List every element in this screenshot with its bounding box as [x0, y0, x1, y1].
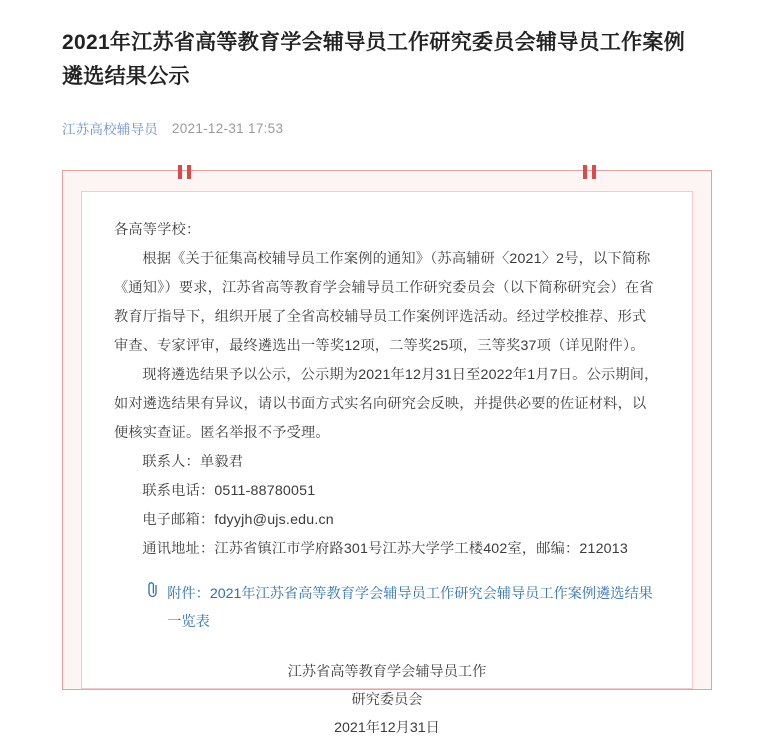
- contact-person: 联系人：单毅君: [142, 454, 244, 470]
- notice-paragraph-1: 根据《关于征集高校辅导员工作案例的通知》（苏高辅研〈2021〉2号，以下简称《通知》）要求，江苏省高等教育学会辅导员工作研究委员会（以下简称研究会）在省教育厅指导下，组织开展了全省高校辅导员工作案例评选活动。经过学校推荐、形式审查、专家评审，最终遴选出一等奖12项，二等奖25项，三等奖37项（详见附件）。: [114, 251, 654, 354]
- contact-address: 通讯地址：江苏省镇江市学府路301号江苏大学学工楼402室，邮编：212013: [142, 541, 628, 557]
- attachment-text[interactable]: [167, 580, 660, 636]
- notice-frame: [62, 170, 712, 736]
- article-meta: [62, 118, 712, 138]
- contact-email: 电子邮箱：fdyyjh@ujs.edu.cn: [142, 512, 334, 528]
- signature-org-line-1: 江苏省高等教育学会辅导员工作: [287, 664, 487, 680]
- signature-org-line-2: 研究委员会: [351, 692, 423, 708]
- signature-date: 2021年12月31日: [334, 720, 440, 736]
- attachment-label: 附件：: [167, 586, 210, 602]
- notice-paragraph-2: 现将遴选结果予以公示，公示期为2021年12月31日至2022年1月7日。公示期间，如对遴选结果有异议，请以书面方式实名向研究会反映，并提供必要的佐证材料，以便核实查证。匿名举报不予受理。: [114, 367, 659, 441]
- notice-body: [114, 216, 660, 564]
- notice-document: [81, 191, 693, 736]
- page-title: 2021年江苏省高等教育学会辅导员工作研究委员会辅导员工作案例遴选结果公示: [62, 31, 686, 88]
- article-date: 2021-12-31 17:53: [171, 120, 284, 136]
- notice-salutation: 各高等学校：: [114, 222, 201, 238]
- signature-block: [114, 658, 660, 742]
- article-author[interactable]: 江苏高校辅导员: [62, 122, 158, 137]
- attachment-name[interactable]: 2021年江苏省高等教育学会辅导员工作研究会辅导员工作案例遴选结果一览表: [167, 586, 653, 630]
- contact-phone: 联系电话：0511-88780051: [142, 483, 316, 499]
- paperclip-icon: [145, 580, 161, 600]
- attachment-row[interactable]: [114, 580, 660, 636]
